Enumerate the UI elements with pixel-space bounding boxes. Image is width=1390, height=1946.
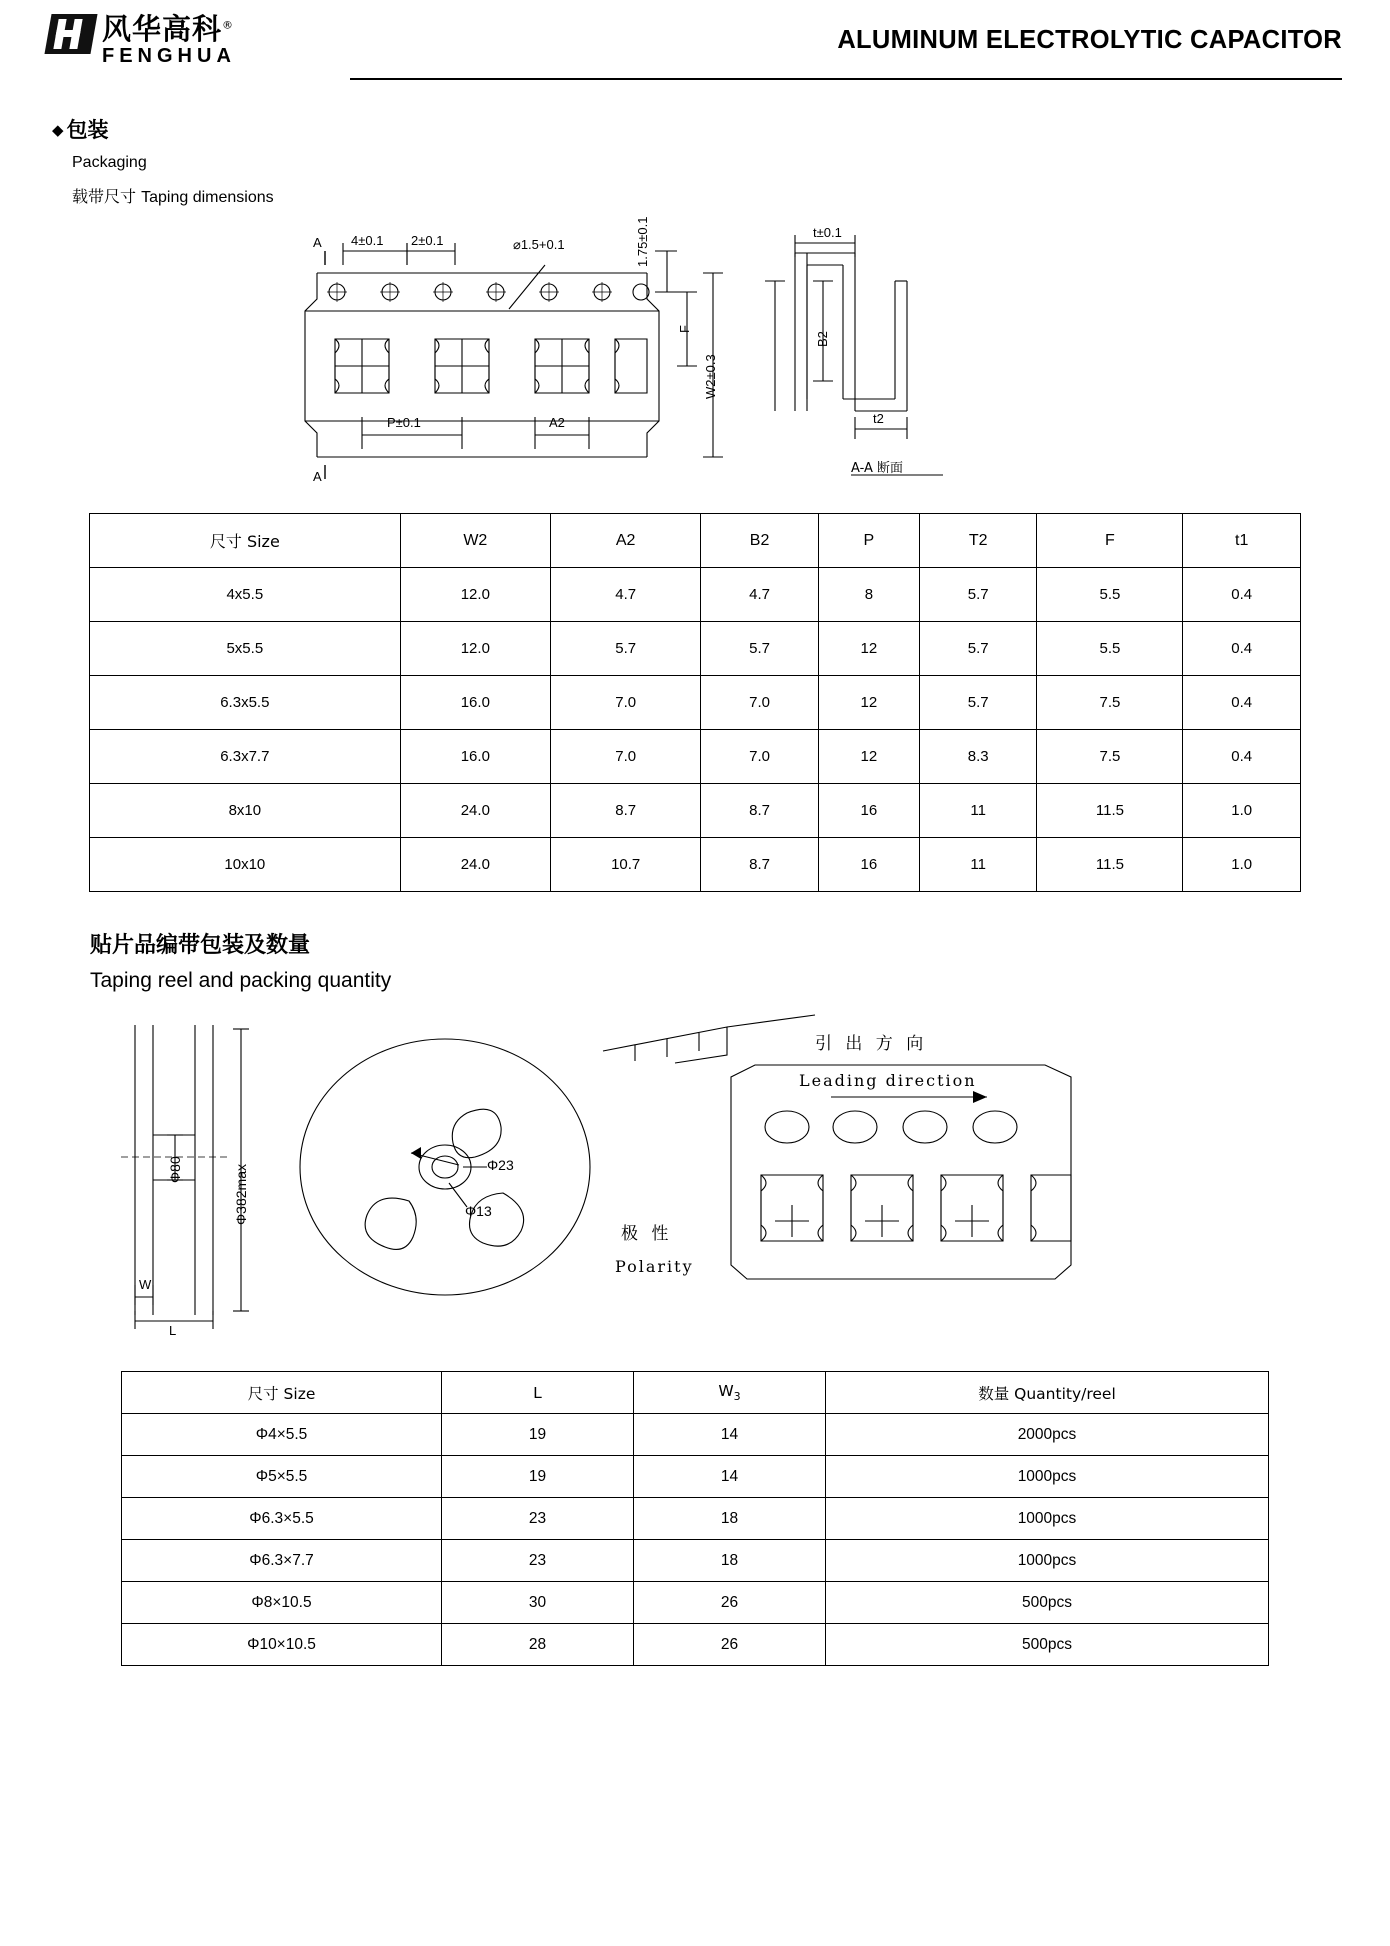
cell-p: 16 — [818, 784, 919, 838]
cell-a2: 5.7 — [551, 622, 701, 676]
label-leading-direction-cn: 引 出 方 向 — [815, 1034, 928, 1054]
cell-a2: 8.7 — [551, 784, 701, 838]
cell-size: Φ8×10.5 — [122, 1582, 442, 1624]
th-b2: B2 — [701, 514, 819, 568]
cell-b2: 8.7 — [701, 838, 819, 892]
cell-a2: 10.7 — [551, 838, 701, 892]
th-size: 尺寸 Size — [90, 514, 401, 568]
logo-english-name: FENGHUA — [102, 45, 236, 67]
section-heading-cn: 包装 — [66, 118, 109, 142]
diamond-bullet-icon: ◆ — [52, 121, 64, 139]
cell-size: Φ6.3×7.7 — [122, 1540, 442, 1582]
table-row — [90, 730, 1301, 784]
cell-quantity: 2000pcs — [826, 1414, 1269, 1456]
cell-w2: 16.0 — [400, 730, 550, 784]
th-a2: A2 — [551, 514, 701, 568]
th-quantity: 数量 Quantity/reel — [826, 1372, 1269, 1414]
taping-dimensions-label: 载带尺寸 Taping dimensions — [72, 187, 274, 206]
reel-packing-heading-cn: 贴片品编带包装及数量 — [90, 933, 311, 958]
cell-size: 6.3x5.5 — [90, 676, 401, 730]
cell-t2: 11 — [919, 838, 1037, 892]
cell-quantity: 500pcs — [826, 1624, 1269, 1666]
registered-mark-icon: ® — [222, 18, 235, 32]
cell-p: 12 — [818, 622, 919, 676]
reel-quantity-table — [121, 1371, 1269, 1666]
cell-size: Φ6.3×5.5 — [122, 1498, 442, 1540]
cell-f: 5.5 — [1037, 622, 1183, 676]
th-f: F — [1037, 514, 1183, 568]
cell-w2: 16.0 — [400, 676, 550, 730]
cell-p: 8 — [818, 568, 919, 622]
cell-t2: 5.7 — [919, 676, 1037, 730]
th-w3: $W_3$ — [634, 1372, 826, 1414]
label-t: t±0.1 — [813, 225, 842, 240]
cell-size: 8x10 — [90, 784, 401, 838]
label-f: F — [677, 325, 692, 333]
cell-f: 11.5 — [1037, 784, 1183, 838]
cell-f: 5.5 — [1037, 568, 1183, 622]
cell-t1: 1.0 — [1183, 838, 1301, 892]
table-row — [122, 1540, 1269, 1582]
th-w2: W2 — [400, 514, 550, 568]
cell-t1: 0.4 — [1183, 622, 1301, 676]
cell-f: 7.5 — [1037, 730, 1183, 784]
label-p: P±0.1 — [387, 415, 421, 430]
table-row — [90, 676, 1301, 730]
cell-size: 10x10 — [90, 838, 401, 892]
label-dia-80: Φ80 — [167, 1156, 183, 1183]
label-a2: A2 — [549, 415, 565, 430]
cell-quantity: 1000pcs — [826, 1498, 1269, 1540]
cell-w3: 18 — [634, 1498, 826, 1540]
cell-w2: 24.0 — [400, 838, 550, 892]
cell-w2: 12.0 — [400, 622, 550, 676]
cell-size: 4x5.5 — [90, 568, 401, 622]
cell-l: 23 — [442, 1540, 634, 1582]
cell-t2: 5.7 — [919, 622, 1037, 676]
cell-b2: 7.0 — [701, 730, 819, 784]
cell-p: 12 — [818, 730, 919, 784]
table-header-row — [90, 514, 1301, 568]
cell-a2: 4.7 — [551, 568, 701, 622]
cell-t2: 5.7 — [919, 568, 1037, 622]
label-dim-175: 1.75±0.1 — [635, 216, 650, 267]
cell-f: 11.5 — [1037, 838, 1183, 892]
label-dia-23: Φ23 — [487, 1157, 514, 1173]
cell-t1: 0.4 — [1183, 568, 1301, 622]
taping-dimensions-table — [89, 513, 1301, 892]
cell-t1: 0.4 — [1183, 676, 1301, 730]
label-section-aa: A-A 断面 — [851, 461, 904, 476]
cell-l: 28 — [442, 1624, 634, 1666]
cell-size: 6.3x7.7 — [90, 730, 401, 784]
cell-w2: 24.0 — [400, 784, 550, 838]
page-title: ALUMINUM ELECTROLYTIC CAPACITOR — [837, 26, 1342, 54]
cell-w3: 14 — [634, 1456, 826, 1498]
cell-t2: 8.3 — [919, 730, 1037, 784]
table-row — [122, 1456, 1269, 1498]
cell-l: 19 — [442, 1414, 634, 1456]
logo-chinese-name: 风华高科® — [102, 12, 235, 46]
table-row — [122, 1582, 1269, 1624]
page-header — [0, 0, 1390, 88]
cell-w3: 26 — [634, 1582, 826, 1624]
cell-b2: 8.7 — [701, 784, 819, 838]
company-logo — [48, 14, 236, 66]
label-polarity-en: Polarity — [615, 1257, 694, 1276]
cell-t1: 0.4 — [1183, 730, 1301, 784]
table-row — [122, 1414, 1269, 1456]
cell-quantity: 1000pcs — [826, 1456, 1269, 1498]
label-a-top: A — [313, 235, 322, 250]
cell-quantity: 500pcs — [826, 1582, 1269, 1624]
section-heading — [52, 114, 1390, 144]
cell-a2: 7.0 — [551, 676, 701, 730]
cell-l: 23 — [442, 1498, 634, 1540]
label-hole-diameter: ⌀1.5+0.1 — [513, 237, 565, 252]
cell-size: Φ4×5.5 — [122, 1414, 442, 1456]
cell-size: Φ5×5.5 — [122, 1456, 442, 1498]
fenghua-logo-icon — [44, 14, 97, 54]
label-polarity-cn: 极 性 — [621, 1224, 673, 1244]
table-row — [90, 784, 1301, 838]
cell-t2: 11 — [919, 784, 1037, 838]
cell-w2: 12.0 — [400, 568, 550, 622]
label-leading-direction-en: Leading direction — [799, 1071, 977, 1090]
cell-b2: 4.7 — [701, 568, 819, 622]
cell-w3: 18 — [634, 1540, 826, 1582]
label-w2: W2±0.3 — [703, 354, 718, 399]
cell-quantity: 1000pcs — [826, 1540, 1269, 1582]
th-size: 尺寸 Size — [122, 1372, 442, 1414]
table-row — [122, 1624, 1269, 1666]
table-row — [90, 838, 1301, 892]
cell-w3: 26 — [634, 1624, 826, 1666]
label-l: L — [169, 1323, 177, 1338]
cell-w3: 14 — [634, 1414, 826, 1456]
cell-l: 30 — [442, 1582, 634, 1624]
cell-f: 7.5 — [1037, 676, 1183, 730]
table-row — [90, 568, 1301, 622]
cell-p: 12 — [818, 676, 919, 730]
header-divider — [350, 78, 1342, 80]
label-a-bottom: A — [313, 469, 322, 484]
cell-t1: 1.0 — [1183, 784, 1301, 838]
th-p: P — [818, 514, 919, 568]
th-t1: t1 — [1183, 514, 1301, 568]
reel-packing-drawing — [115, 1015, 1275, 1345]
cell-a2: 7.0 — [551, 730, 701, 784]
label-dia-382: Φ382max — [233, 1164, 249, 1225]
th-t2: T2 — [919, 514, 1037, 568]
cell-size: Φ10×10.5 — [122, 1624, 442, 1666]
reel-packing-heading-en: Taping reel and packing quantity — [90, 969, 392, 992]
cell-p: 16 — [818, 838, 919, 892]
table-row — [122, 1498, 1269, 1540]
table-row — [90, 622, 1301, 676]
cell-b2: 7.0 — [701, 676, 819, 730]
cell-b2: 5.7 — [701, 622, 819, 676]
cell-size: 5x5.5 — [90, 622, 401, 676]
taping-dimensions-drawing — [295, 216, 1095, 499]
table-header-row — [122, 1372, 1269, 1414]
label-w: W — [139, 1277, 152, 1292]
label-dim-4: 4±0.1 — [351, 233, 384, 248]
label-dia-13: Φ13 — [465, 1203, 492, 1219]
label-t2: t2 — [873, 411, 884, 426]
section-heading-en: Packaging — [72, 154, 147, 171]
cell-l: 19 — [442, 1456, 634, 1498]
th-l: L — [442, 1372, 634, 1414]
label-b2: B2 — [815, 331, 830, 347]
label-dim-2: 2±0.1 — [411, 233, 444, 248]
